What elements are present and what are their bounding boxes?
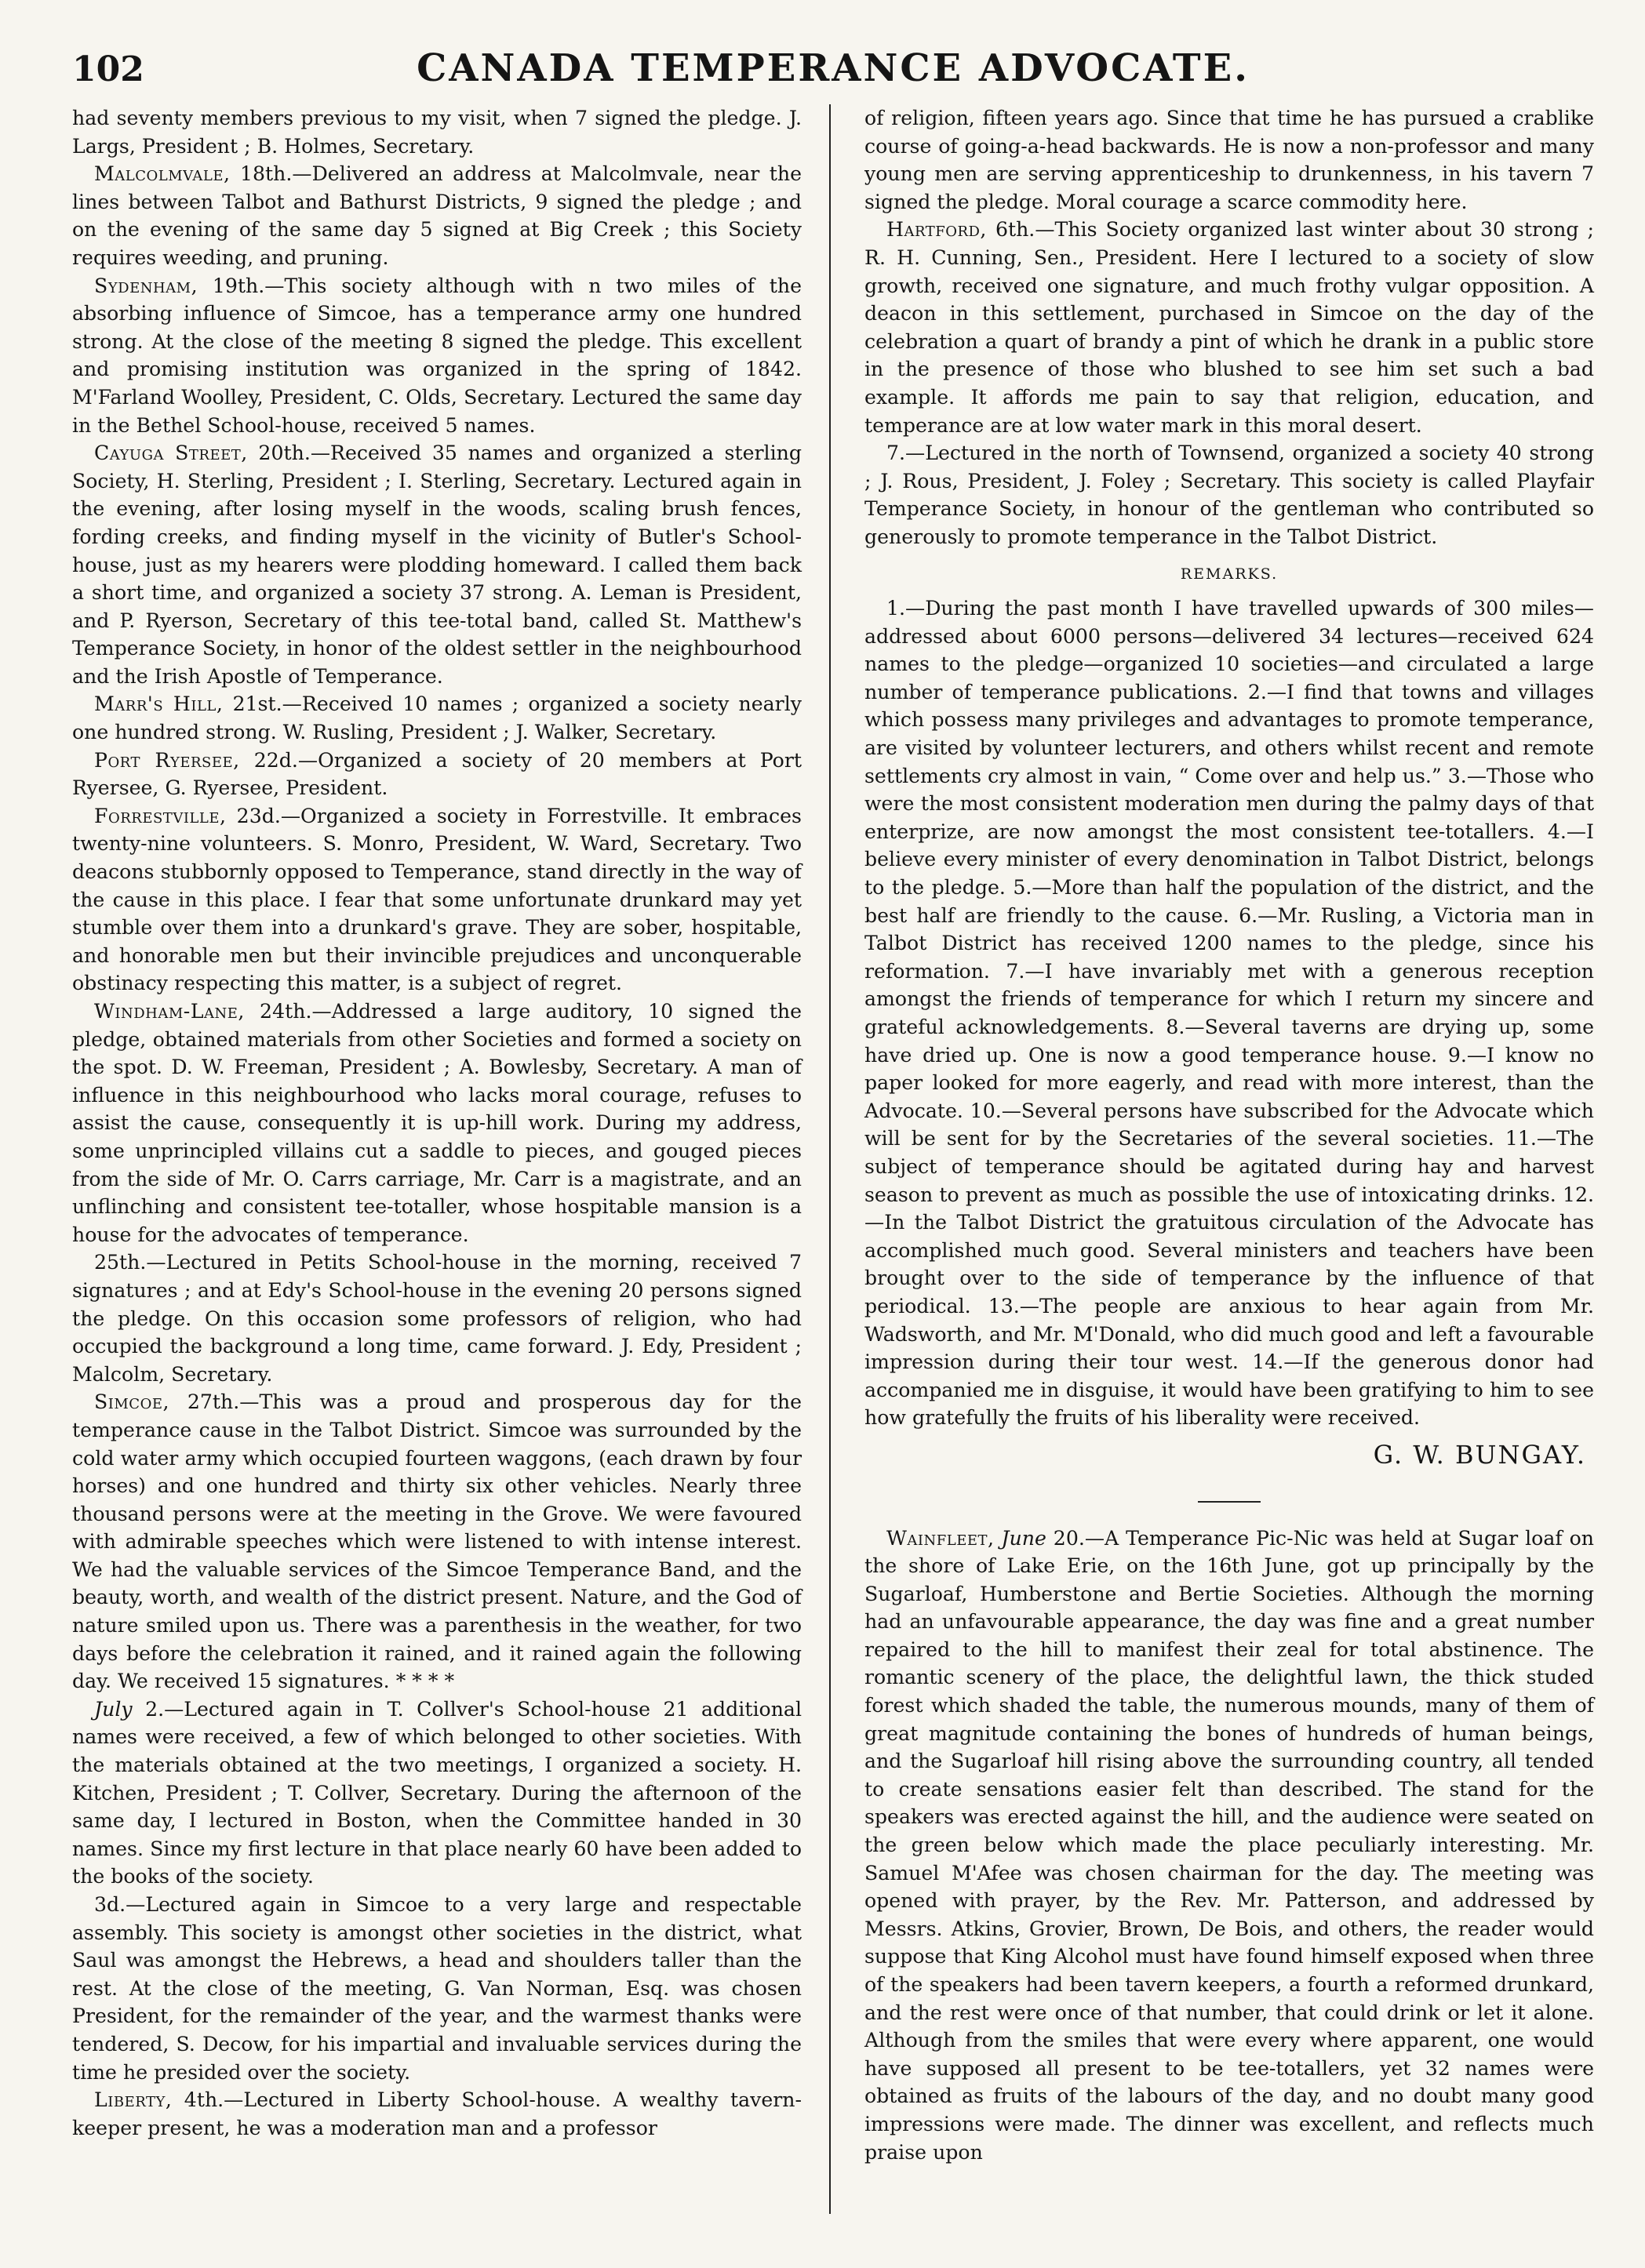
place-name: Simcoe, xyxy=(94,1390,169,1414)
place-name: Sydenham, xyxy=(94,274,198,297)
paragraph: Sydenham, 19th.—This society although with n two miles of the absorbing influence of Simcoe, has a temperance army one hundred strong. At the close of the meeting 8 signed the pledge. This excellent and promising institution was organized in the spring of 1842. M'Farland Woolley, President, C. Olds, Secretary. Lectured the same day in the Bethel School-house, received 5 names. xyxy=(72,274,802,437)
paragraph: had seventy members previous to my visit, when 7 signed the pledge. J. Largs, President ; B. Holmes, Secretary. xyxy=(72,107,802,158)
place-name: Liberty, xyxy=(94,2088,173,2112)
paragraph: of religion, fifteen years ago. Since that time he has pursued a crablike course of going-a-head backwards. He is now a non-professor and many young men are serving apprenticeship to drunkenness, in his tavern 7 signed the pledge. Moral courage a scarce commodity here. xyxy=(864,107,1594,213)
paragraph: Cayuga Street, 20th.—Received 35 names and organized a sterling Society, H. Sterling, President ; I. Sterling, Secretary. Lectured again in the evening, after losing myself in the woods, scaling brush fences, fording creeks, and finding myself in the vicinity of Butler's School-house, just as my hearers were plodding homeward. I called them back a short time, and organized a society 37 strong. A. Leman is President, and P. Ryerson, Secretary of this tee-total band, called St. Matthew's Temperance Society, in honor of the oldest settler in the neighbourhood and the Irish Apostle of Temperance. xyxy=(72,442,802,688)
signature: G. W. BUNGAY. xyxy=(1373,1439,1586,1470)
place-name: Hartford, xyxy=(886,218,987,242)
running-title: CANADA TEMPERANCE ADVOCATE. xyxy=(417,46,1250,90)
place-name: Wainfleet, xyxy=(886,1526,995,1550)
paragraph: Port Ryersee, 22d.—Organized a society of 20 members at Port Ryersee, G. Ryersee, President. xyxy=(72,748,802,800)
paragraph: Hartford, 6th.—This Society organized last winter about 30 strong ; R. H. Cunning, Sen., President. Here I lectured to a society of slow growth, received one signature, and much frothy vulgar opposition. A deacon in this settlement, purchased in Simcoe on the day of the celebration a quart of brandy a pint of which he drank in a public store in the presence of those who blushed to see him set such a bad example. It affords me pain to say that religion, education, and temperance are at low water mark in this moral desert. xyxy=(864,218,1594,437)
paragraph: 7.—Lectured in the north of Townsend, organized a society 40 strong ; J. Rous, President, J. Foley ; Secretary. This society is called Playfair Temperance Society, in honour of the gentleman who contributed so generously to promote temperance in the Talbot District. xyxy=(864,442,1594,548)
date-lead: June xyxy=(994,1526,1046,1550)
paragraph: Wainfleet, June 20.—A Temperance Pic-Nic was held at Sugar loaf on the shore of Lake Erie, on the 16th June, got up principally by the Sugarloaf, Humberstone and Bertie Societies. Although the morning had an unfavourable appearance, the day was fine and a great number repaired to the hill to manifest their zeal for total abstinence. The romantic scenery of the place, the delightful lawn, the thick studed forest which shaded the table, the numerous mounds, many of them of great magnitude containing the bones of hundreds of human beings, and the Sugarloaf hill rising above the surrounding country, all tended to create sensations easier felt than described. The stand for the speakers was erected against the hill, and the audience were seated on the green below which made the place peculiarly interesting. Mr. Samuel M'Afee was chosen chairman for the day. The meeting was opened with prayer, by the Rev. Mr. Patterson, and addressed by Messrs. Atkins, Grovier, Brown, De Bois, and others, the reader would suppose that King Alcohol must have found himself exposed when three of the speakers had been tavern keepers, a fourth a reformed drunkard, and the rest were once of that number, that could drink or let it alone. Although from the smiles that were every where apparent, one would have supposed all present to be tee-totallers, yet 32 names were obtained as fruits of the labours of the day, and no doubt many good impressions were made. The dinner was excellent, and reflects much praise upon xyxy=(864,1526,1595,2164)
section-divider xyxy=(1198,1501,1261,1503)
paragraph: Forrestville, 23d.—Organized a society in Forrestville. It embraces twenty-nine volunteers. S. Monro, President, W. Ward, Secretary. Two deacons stubbornly opposed to Temperance, stand directly in the way of the cause in this place. I fear that some unfortunate drunkard may yet stumble over them into a drunkard's grave. They are sober, hospitable, and honorable men but their invincible prejudices and unconquerable obstinacy respecting this matter, is a subject of regret. xyxy=(72,804,802,995)
page-number: 102 xyxy=(72,49,144,89)
paragraph: Windham-Lane, 24th.—Addressed a large auditory, 10 signed the pledge, obtained materials from other Societies and formed a society on the spot. D. W. Freeman, President ; A. Bowlesby, Secretary. A man of influence in this neighbourhood who lacks moral courage, refuses to assist the cause, consequently it is up-hill work. During my address, some unprincipled villains cut a saddle to pieces, and gouged pieces from the side of Mr. O. Carrs carriage, Mr. Carr is a magistrate, and an unflinching and consistent tee-totaller, whose hospitable mansion is a house for the advocates of temperance. xyxy=(72,1000,802,1246)
place-name: Malcolmvale, xyxy=(94,162,231,186)
place-name: Windham-Lane, xyxy=(94,1000,245,1023)
paragraph: Malcolmvale, 18th.—Delivered an address at Malcolmvale, near the lines between Talbot and Bathurst Districts, 9 signed the pledge ; and on the evening of the same day 5 signed at Big Creek ; this Society requires weeding, and pruning. xyxy=(72,162,802,269)
paragraph: 25th.—Lectured in Petits School-house in the morning, received 7 signatures ; and at Edy's School-house in the evening 20 persons signed the pledge. On this occasion some professors of religion, who had occupied the background a long time, came forward. J. Edy, President ; Malcolm, Secretary. xyxy=(72,1251,802,1386)
right-column xyxy=(864,104,1594,2166)
place-name: Marr's Hill, xyxy=(94,692,224,716)
column-rule xyxy=(829,104,831,2214)
date-lead: July xyxy=(94,1697,133,1721)
remarks-heading: REMARKS. xyxy=(1180,565,1279,583)
place-name: Cayuga Street, xyxy=(94,442,248,465)
left-column xyxy=(72,104,802,2166)
page-header xyxy=(72,43,1594,100)
place-name: Port Ryersee, xyxy=(94,748,240,772)
paragraph: 1.—During the past month I have travelled upwards of 300 miles—addressed about 6000 persons—delivered 34 lectures—received 624 names to the pledge—organized 10 societies—and circulated a large number of temperance publications. 2.—I find that towns and villages which possess many privileges and advantages to promote temperance, are visited by volunteer lecturers, and others whilst recent and remote settlements cry almost in vain, “ Come over and help us.” 3.—Those who were the most consistent moderation men during the palmy days of that enterprize, are now amongst the most consistent tee-totallers. 4.—I believe every minister of every denomination in Talbot District, belongs to the pledge. 5.—More than half the population of the district, and the best half are friendly to the cause. 6.—Mr. Rusling, a Victoria man in Talbot District has received 1200 names to the pledge, since his reformation. 7.—I have invariably met with a generous reception amongst the friends of temperance for which I return my sincere and grateful acknowledgements. 8.—Several taverns are drying up, some have dried up. One is now a good temperance house. 9.—I know no paper looked for more eagerly, and read with more interest, than the Advocate. 10.—Several persons have subscribed for the Advocate which will be sent for by the Secretaries of the several societies. 11.—The subject of temperance should be agitated during hay and harvest season to prevent as much as possible the use of intoxicating drinks. 12.—In the Talbot District the gratuitous circulation of the Advocate has accomplished much good. Several ministers and teachers have been brought over to the side of temperance by the influence of that periodical. 13.—The people are anxious to hear again from Mr. Wadsworth, and Mr. M'Donald, who did much good and left a favourable impression during their tour west. 14.—If the generous donor had accompanied me in disguise, it would have been gratifying to him to see how gratefully the fruits of his liberality were received. xyxy=(864,597,1594,1430)
paragraph: Simcoe, 27th.—This was a proud and prosperous day for the temperance cause in the Talbot District. Simcoe was surrounded by the cold water army which occupied fourteen waggons, (each drawn by four horses) and one hundred and thirty six other vehicles. Nearly three thousand persons were at the meeting in the Grove. We were favoured with admirable speeches which were listened to with intense interest. We had the valuable services of the Simcoe Temperance Band, and the beauty, worth, and wealth of the district present. Nature, and the God of nature smiled upon us. There was a parenthesis in the weather, for two days before the celebration it rained, and it rained again the following day. We received 15 signatures. * * * * xyxy=(72,1390,802,1693)
paragraph: Marr's Hill, 21st.—Received 10 names ; organized a society nearly one hundred strong. W. Rusling, President ; J. Walker, Secretary. xyxy=(72,692,802,744)
place-name: Forrestville, xyxy=(94,804,227,827)
paragraph: July 2.—Lectured again in T. Collver's School-house 21 additional names were received, a few of which belonged to other societies. With the materials obtained at the two meetings, I organized a society. H. Kitchen, President ; T. Collver, Secretary. During the afternoon of the same day, I lectured in Boston, when the Committee handed in 30 names. Since my first lecture in that place nearly 60 have been added to the books of the society. xyxy=(72,1697,802,1888)
paragraph: 3d.—Lectured again in Simcoe to a very large and respectable assembly. This society is amongst other societies in the district, what Saul was amongst the Hebrews, a head and shoulders taller than the rest. At the close of the meeting, G. Van Norman, Esq. was chosen President, for the remainder of the year, and the warmest thanks were tendered, S. Decow, for his impartial and invaluable services during the time he presided over the society. xyxy=(72,1893,802,2084)
paragraph: Liberty, 4th.—Lectured in Liberty School-house. A wealthy tavern-keeper present, he was a moderation man and a professor xyxy=(72,2088,802,2139)
columns xyxy=(72,104,1594,2166)
